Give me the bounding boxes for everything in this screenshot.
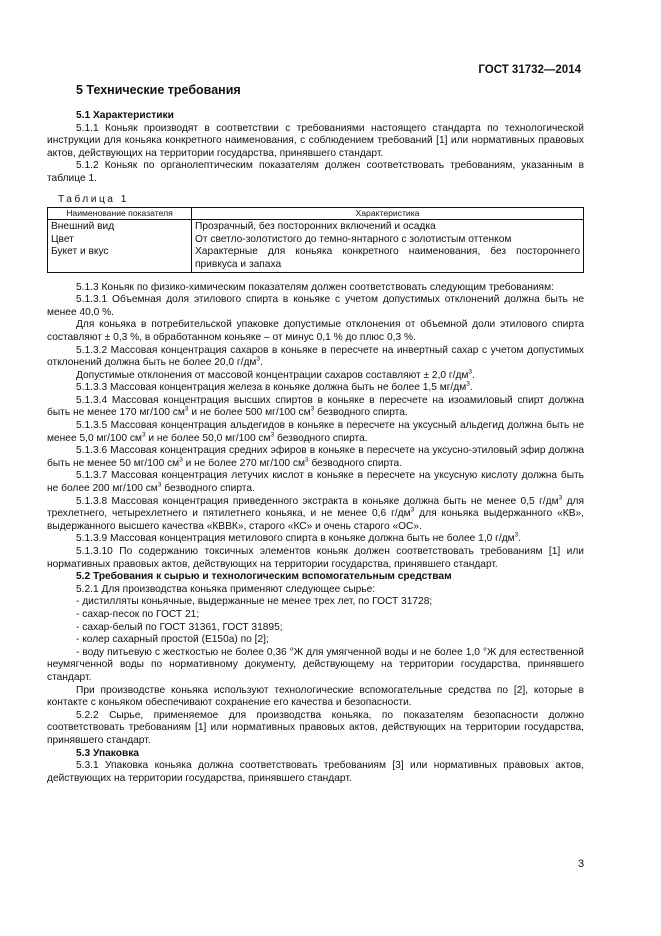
superscript: 3 xyxy=(514,532,519,540)
paragraph-5-1-3-3 xyxy=(47,382,584,395)
paragraph-5-2-2: 5.2.2 Сырье, применяемое для производства коньяка, по показателям безопасности должно соответствовать требованиям [1] или нормативных правовых актов, действующих на территории государства, принявшего стандарт. xyxy=(47,709,584,746)
text-run: для коньяка выдержанного «КВ», выдержанного высшего качества «КВВК», старого «КС» и очень старого «ОС». xyxy=(47,508,584,532)
table-caption: Таблица 1 xyxy=(58,193,129,205)
superscript: 3 xyxy=(256,355,261,363)
subsection-title-5-3: 5.3 Упаковка xyxy=(76,747,139,759)
paragraph-5-1-3-8 xyxy=(47,496,584,534)
superscript: 3 xyxy=(410,506,415,514)
text-run: 5.1.3.5 Массовая концентрация альдегидов в коньяке в пересчете на уксусный альдегид должна быть не менее 5,0 мг/100 см xyxy=(47,420,584,444)
table-cell-value: Прозрачный, без посторонних включений и осадка xyxy=(192,220,584,234)
paragraph-5-3-1: 5.3.1 Упаковка коньяка должна соответствовать требованиям [3] или нормативных правовых актов, действующих на территории государства, принявшего стандарт. xyxy=(47,760,584,784)
text-run: Допустимые отклонения от массовой концентрации сахаров составляют ± 2,0 г/дм xyxy=(76,369,469,381)
text-run: 5.1.3.6 Массовая концентрация средних эфиров в коньяке в пересчете на уксусно-этиловый эфир должна быть не менее 50 мг/100 см xyxy=(47,445,584,469)
text-run: безводного спирта. xyxy=(314,407,408,419)
table-cell-value: От светло-золотистого до темно-янтарного с золотистым оттенком xyxy=(192,234,584,247)
superscript: 3 xyxy=(310,406,315,414)
paragraph-5-1-3-1: 5.1.3.1 Объемная доля этилового спирта в коньяке с учетом допустимых отклонений должна быть не менее 40,0 %. xyxy=(47,294,584,318)
paragraph-5-1-3-9 xyxy=(47,533,584,546)
paragraph-5-1-3-5 xyxy=(47,420,584,445)
list-item: - сахар-белый по ГОСТ 31361, ГОСТ 31895; xyxy=(76,621,283,633)
text-run: 5.1.3.8 Массовая концентрация приведенного экстракта в коньяке должна быть не менее 0,5 г/дм xyxy=(76,495,559,507)
paragraph-5-1-3-6 xyxy=(47,445,584,470)
table-row xyxy=(48,246,584,272)
text-run: безводного спирта. xyxy=(161,483,255,495)
paragraph-5-2-1: 5.2.1 Для производства коньяка применяют следующее сырье: xyxy=(76,583,376,595)
paragraph-5-1-3: 5.1.3 Коньяк по физико-химическим показателям должен соответствовать следующим требованиям: xyxy=(76,281,554,293)
table-cell-name: Внешний вид xyxy=(48,220,192,234)
table-header-row xyxy=(48,208,584,220)
superscript: 3 xyxy=(558,494,563,502)
text-run: . xyxy=(260,357,263,369)
text-run: 5.1.3.2 Массовая концентрация сахаров в коньяке в пересчете на инвертный сахар с учетом допустимых отклонений должна быть не более 20,0 г/дм xyxy=(47,344,584,369)
page-number: 3 xyxy=(578,858,585,870)
table-row xyxy=(48,234,584,247)
subsection-title-5-2: 5.2 Требования к сырью и технологическим вспомогательным средствам xyxy=(76,571,452,583)
list-item: - сахар-песок по ГОСТ 21; xyxy=(76,608,200,620)
text-run: . xyxy=(518,533,522,545)
superscript: 3 xyxy=(184,406,189,414)
list-item: - колер сахарный простой (Е150а) по [2]; xyxy=(76,634,269,646)
list-item: - дистилляты коньячные, выдержанные не менее трех лет, по ГОСТ 31728; xyxy=(76,596,433,608)
text-run: и не более 50,0 мг/100 см xyxy=(145,432,271,444)
text-run: и не более 270 мг/100 см xyxy=(182,457,305,469)
paragraph-5-1-3-4 xyxy=(47,395,584,420)
table-header-characteristic: Характеристика xyxy=(192,208,584,220)
organoleptic-table xyxy=(47,207,584,272)
subsection-title-5-1: 5.1 Характеристики xyxy=(76,110,174,121)
text-run: . xyxy=(469,382,473,394)
paragraph-5-1-3-10: 5.1.3.10 По содержанию токсичных элементов коньяк должен соответствовать требованиям [1] или нормативных правовых актов, действующих на территории государства, принявшего стандарт. xyxy=(47,546,584,570)
text-run: . xyxy=(472,369,475,381)
paragraph-5-1-3-7 xyxy=(47,470,584,495)
paragraph-5-1-1: 5.1.1 Коньяк производят в соответствии с требованиями настоящего стандарта по технологической инструкции для коньяка конкретного наименования, с соблюдением требований [1] или нормативных правовых актов, действующих на территории государства, принявшего стандарт. xyxy=(47,122,584,159)
paragraph-5-1-2: 5.1.2 Коньяк по органолептическим показателям должен соответствовать требованиям, указанным в таблице 1. xyxy=(47,160,584,184)
paragraph-5-1-3-2 xyxy=(47,345,584,370)
section-title: 5 Технические требования xyxy=(76,83,241,97)
superscript: 3 xyxy=(304,456,309,464)
table-row xyxy=(48,220,584,234)
text-run: 5.1.3.7 Массовая концентрация летучих кислот в коньяке в пересчете на уксусную кислоту должна быть не более 200 мг/100 см xyxy=(47,470,584,495)
superscript: 3 xyxy=(141,431,146,439)
table-cell-name: Цвет xyxy=(48,234,192,247)
text-run: для трехлетнего, четырехлетнего и пятилетнего коньяка, и не менее 0,6 г/дм xyxy=(47,495,584,520)
table-header-name: Наименование показателя xyxy=(48,208,192,220)
text-run: безводного спирта. xyxy=(274,432,368,444)
text-run: 5.1.3.3 Массовая концентрация железа в коньяке должна быть не более 1,5 мг/дм xyxy=(76,382,467,394)
text-run: 5.1.3.4 Массовая концентрация высших спиртов в коньяке в пересчете на изоамиловый спирт должна быть не менее 170 мг/100 см xyxy=(47,394,584,419)
superscript: 3 xyxy=(179,456,183,464)
document-code: ГОСТ 31732—2014 xyxy=(478,64,581,76)
superscript: 3 xyxy=(468,368,473,376)
document-body xyxy=(47,110,584,785)
text-run: 5.1.3.9 Массовая концентрация метилового спирта в коньяке должна быть не более 1,0 г/дм xyxy=(76,533,515,545)
table-cell-value: Характерные для коньяка конкретного наименования, без постороннего привкуса и запаха xyxy=(192,246,584,272)
text-run: и не более 500 мг/100 см xyxy=(188,407,311,419)
superscript: 3 xyxy=(270,431,275,439)
paragraph-5-1-3-1-tolerance: Для коньяка в потребительской упаковке допустимые отклонения от объемной доли этилового спирта составляют ± 0,3 %, в обработанном коньяке – от минус 0,1 % до плюс 0,3 %. xyxy=(47,319,584,343)
paragraph-5-1-3-2-tolerance xyxy=(47,370,584,383)
superscript: 3 xyxy=(157,481,162,489)
text-run: безводного спирта. xyxy=(308,457,403,469)
superscript: 3 xyxy=(466,380,470,388)
table-cell-name: Букет и вкус xyxy=(48,246,192,272)
list-item: - воду питьевую с жесткостью не более 0,36 °Ж для умягченной воды и не более 1,0 °Ж для естественной неумягченной воды по нормативному документу, действующему на территории государства, принявшего стандарт. xyxy=(47,646,584,683)
paragraph-5-2-1-aids: При производстве коньяка используют технологические вспомогательные средства по [2], которые в контакте с коньяком обеспечивают сохранение его качества и безопасности. xyxy=(47,684,584,709)
